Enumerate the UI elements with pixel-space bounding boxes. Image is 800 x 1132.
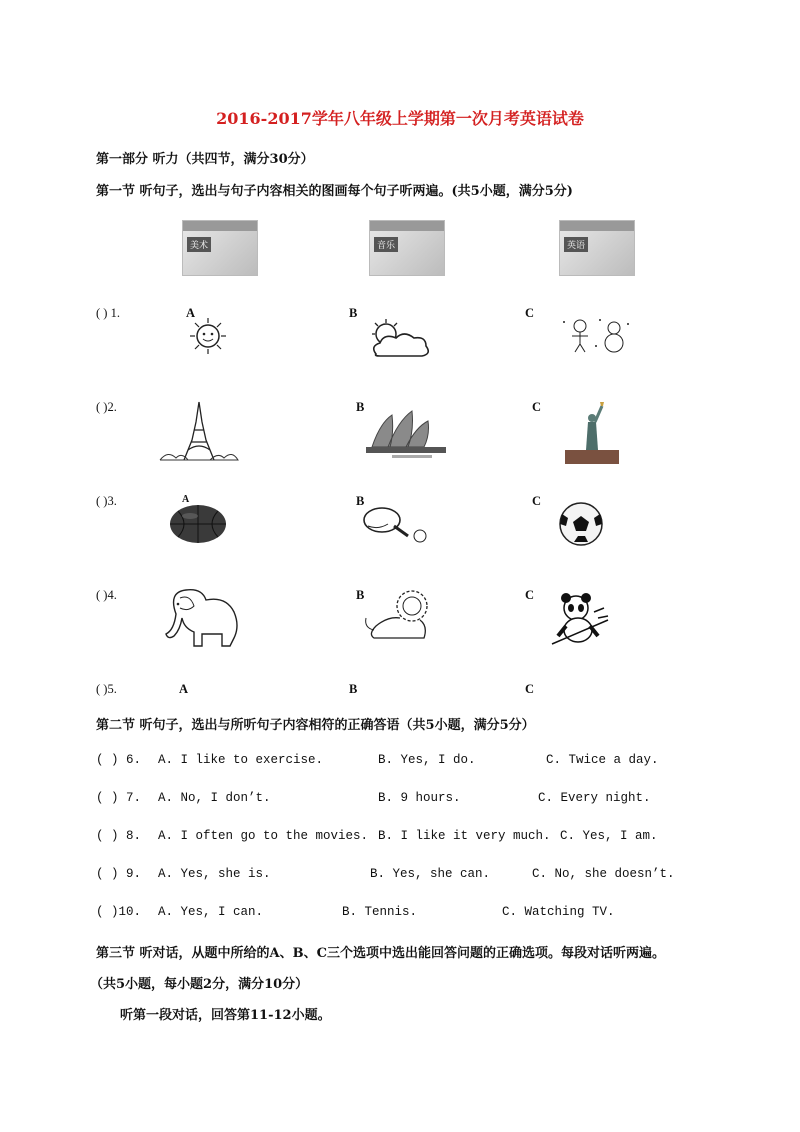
q1-option-b: B [349,306,358,320]
music-book-cover [369,220,445,276]
q6-option-a: A. I like to exercise. [158,753,324,767]
section2-heading: 第二节 听句子，选出与所听句子内容相符的正确答语（共5小题，满分5分） [96,718,535,733]
q6-option-c: C. Twice a day. [546,753,659,767]
q3-option-a: A [182,494,190,505]
question-number-4: ( )4. [96,588,117,602]
q7-option-b: B. 9 hours. [378,791,461,805]
section3-heading: 第三节 听对话，从题中所给的A、B、C三个选项中选出能回答问题的正确选项。每段对话听两遍。 [96,946,665,961]
sun-icon [178,316,238,356]
section1-heading: 第一节 听句子，选出与句子内容相关的图画每个句子听两遍。(共5小题，满分5分) [96,184,573,199]
q4-option-b: B [356,588,365,602]
art-book-cover [182,220,258,276]
question-number-1: ( ) 1. [96,306,120,320]
part1-heading: 第一部分 听力（共四节，满分30分） [96,152,314,167]
ping-pong-paddle-icon [360,506,430,546]
soccer-ball-icon [552,502,610,546]
q5-option-b: B [349,682,358,696]
q6-option-b: B. Yes, I do. [378,753,476,767]
q5-option-a: A [179,682,189,696]
question-number-5: ( )5. [96,682,117,696]
q4-option-c: C [525,588,535,602]
basketball-icon [168,504,228,544]
q2-option-b: B [356,400,365,414]
q8-option-a: A. I often go to the movies. [158,829,369,843]
question-number-2: ( )2. [96,400,117,414]
q10-option-c: C. Watching TV. [502,905,615,919]
english-book-cover [559,220,635,276]
q3-option-c: C [532,494,542,508]
q10-option-a: A. Yes, I can. [158,905,264,919]
q7-option-c: C. Every night. [538,791,651,805]
q3-option-b: B [356,494,365,508]
q1-option-c: C [525,306,535,320]
q7-option-a: A. No, I don’t. [158,791,271,805]
sun-cloud-icon [364,318,436,360]
q10-option-b: B. Tennis. [342,905,418,919]
question-number-8: ( ) 8. [96,829,142,843]
question-number-10: ( )10. [96,905,142,919]
page-title: 2016-2017学年八年级上学期第一次月考英语试卷 [216,109,584,128]
q5-option-c: C [525,682,535,696]
english-book-title: 英语 [564,237,588,252]
dialogue1-instruction: 听第一段对话，回答第11-12小题。 [120,1008,331,1023]
question-number-3: ( )3. [96,494,117,508]
sydney-opera-house-icon [362,405,452,461]
question-number-7: ( ) 7. [96,791,142,805]
kids-snowman-icon [556,316,634,356]
q9-option-a: A. Yes, she is. [158,867,271,881]
section3-note: （共5小题，每小题2分，满分10分） [90,977,309,992]
question-number-6: ( ) 6. [96,753,142,767]
q9-option-b: B. Yes, she can. [370,867,491,881]
music-book-title: 音乐 [374,237,398,252]
panda-icon [546,592,614,648]
question-number-9: ( ) 9. [96,867,142,881]
elephant-icon [150,584,242,652]
q8-option-c: C. Yes, I am. [560,829,658,843]
statue-of-liberty-icon [562,400,622,464]
q1-option-a: A [186,306,196,320]
eiffel-tower-icon [158,400,240,464]
lion-icon [360,588,438,644]
q2-option-c: C [532,400,542,414]
art-book-title: 美术 [187,237,211,252]
q8-option-b: B. I like it very much. [378,829,551,843]
q9-option-c: C. No, she doesn’t. [532,867,675,881]
